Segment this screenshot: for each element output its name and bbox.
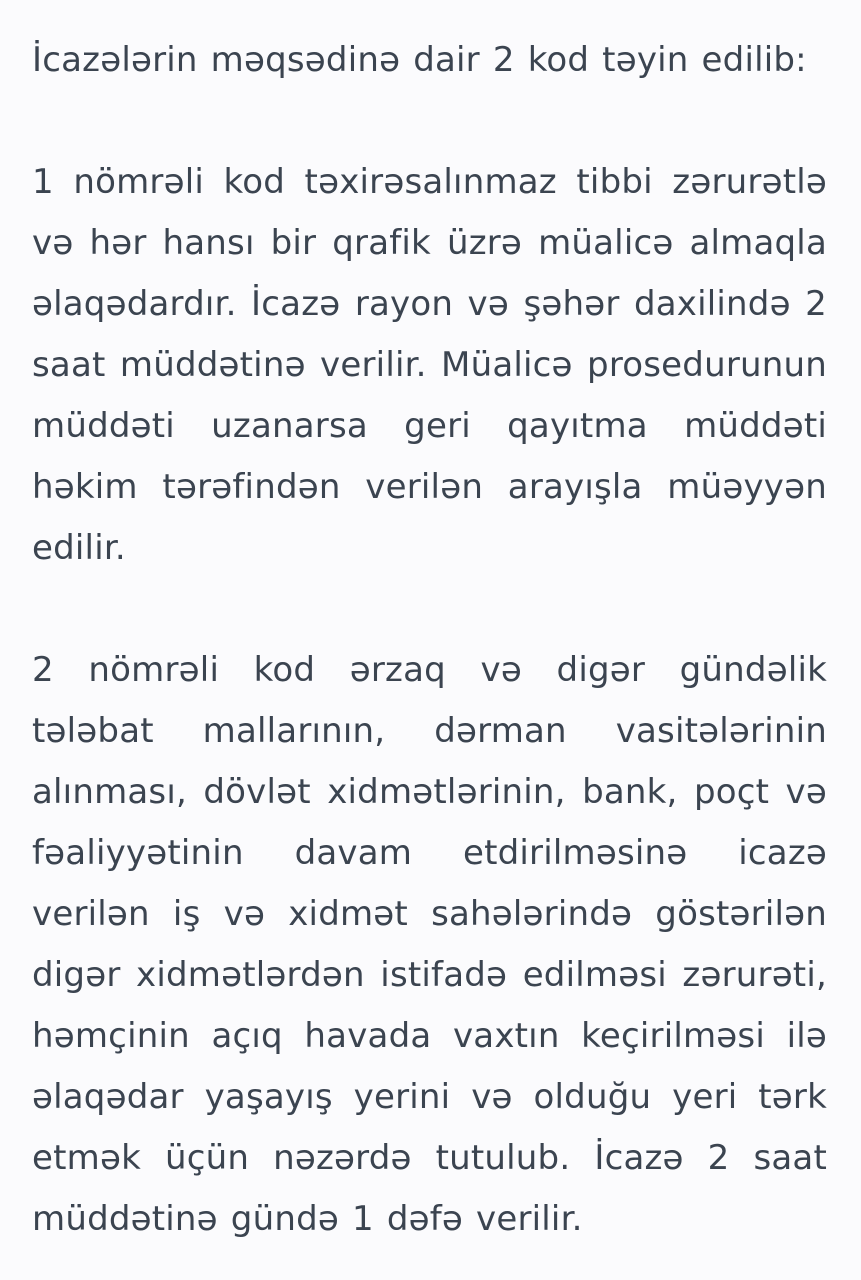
code-1-paragraph: 1 nömrəli kod təxirəsalınmaz tibbi zərurətlə və hər hansı bir qrafik üzrə müalicə almaqla əlaqədardır. İcazə rayon və şəhər daxilində 2 saat müddətinə verilir. Müalicə prosedurunun müddəti uzanarsa geri qayıtma müddəti həkim tərəfindən verilən arayışla müəyyən edilir. — [32, 162, 827, 568]
intro-paragraph: İcazələrin məqsədinə dair 2 kod təyin edilib: — [32, 40, 807, 80]
paragraph-spacer — [32, 91, 827, 152]
code-2-paragraph: 2 nömrəli kod ərzaq və digər gündəlik tələbat mallarının, dərman vasitələrinin alınması, dövlət xidmətlərinin, bank, poçt və fəaliyyətinin davam etdirilməsinə icazə verilən iş və xidmət sahələrində göstərilən digər xidmətlərdən istifadə edilməsi zərurəti, həmçinin açıq havada vaxtın keçirilməsi ilə əlaqədar yaşayış yerini və olduğu yeri tərk etmək üçün nəzərdə tutulub. İcazə 2 saat müddətinə gündə 1 dəfə verilir. — [32, 650, 827, 1239]
article-body — [32, 30, 827, 1250]
paragraph-spacer — [32, 579, 827, 640]
